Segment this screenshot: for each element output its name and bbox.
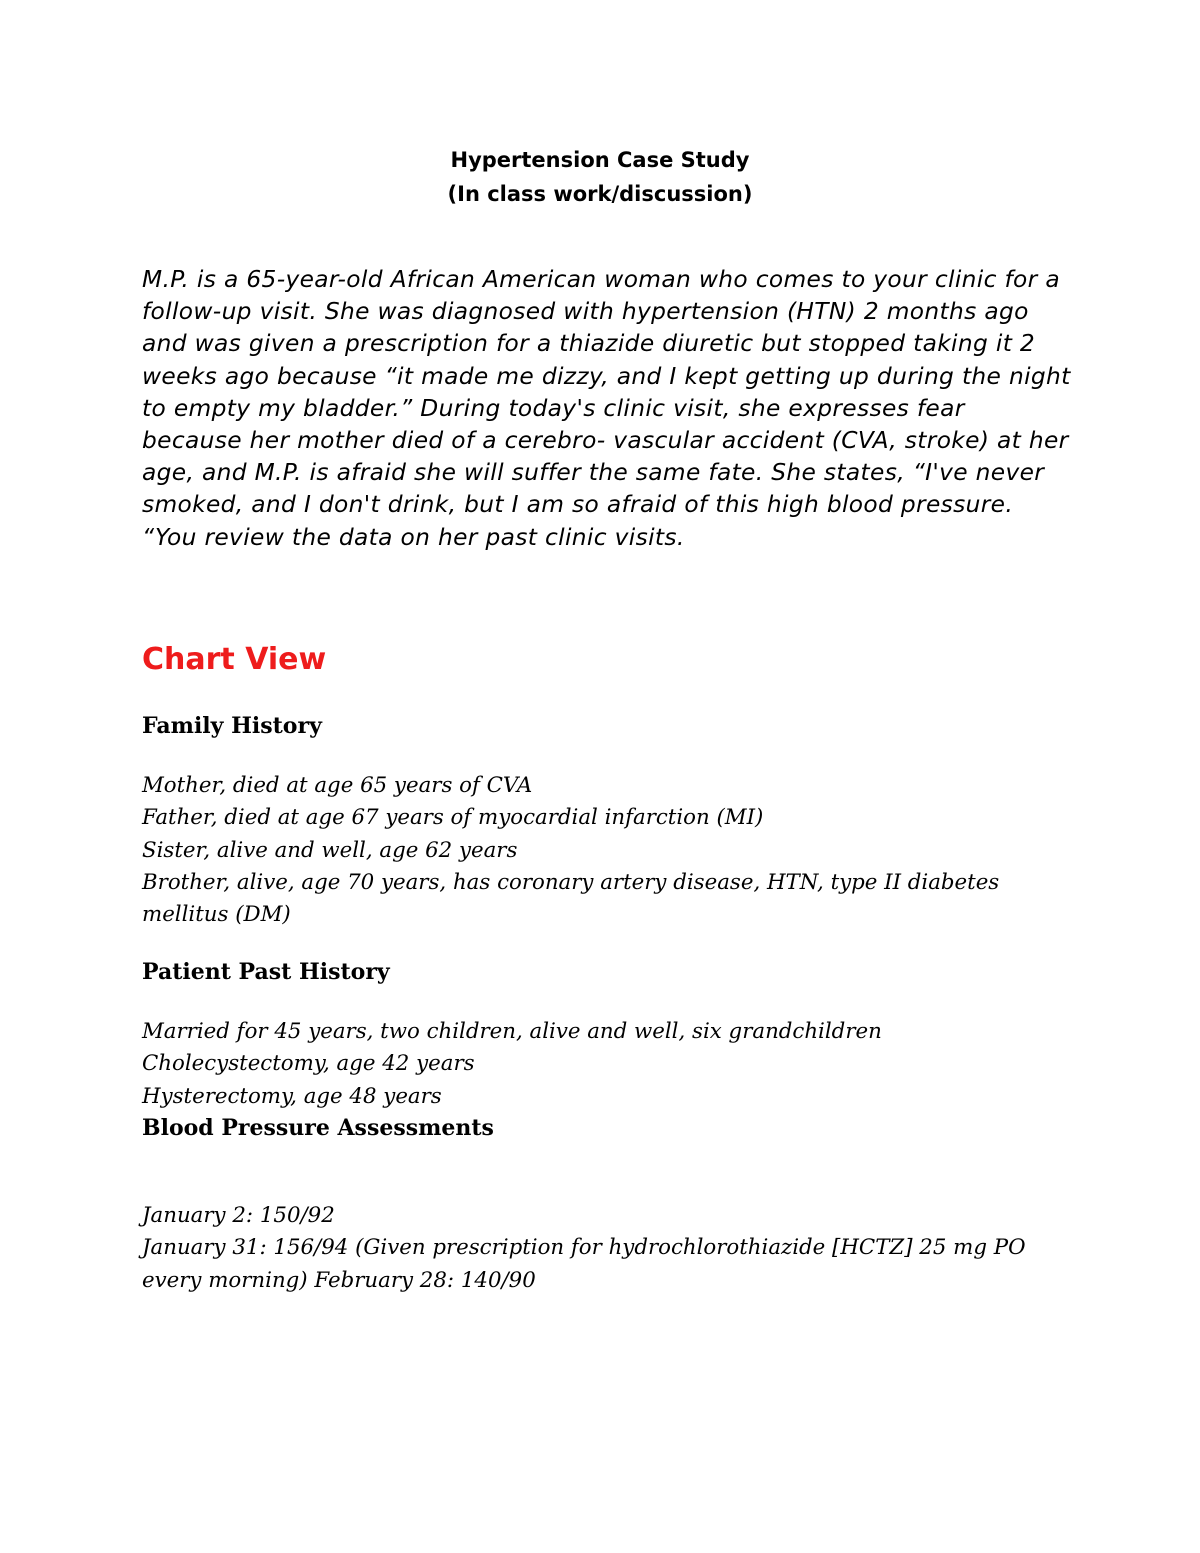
patient-past-history-item: Cholecystectomy, age 42 years: [142, 1051, 475, 1077]
blood-pressure-item: January 31: 156/94 (Given prescription for hydrochlorothiazide [HCTZ] 25 mg PO every morning) February 28: 140/90: [142, 1235, 1026, 1293]
family-history-list: [142, 770, 1052, 931]
blood-pressure-heading: Blood Pressure Assessments: [142, 1115, 494, 1141]
chart-view-heading: Chart View: [142, 642, 327, 677]
document-title: Hypertension Case Study: [450, 148, 750, 172]
case-intro-paragraph: M.P. is a 65-year-old African American woman who comes to your clinic for a follow-up visit. She was diagnosed with hypertension (HTN) 2 months ago and was given a prescription for a thiazide diuretic but stopped taking it 2 weeks ago because “it made me dizzy, and I kept getting up during the night to empty my bladder.” During today's clinic visit, she expresses fear because her mother died of a cerebro- vascular accident (CVA, stroke) at her age, and M.P. is afraid she will suffer the same fate. She states, “I've never smoked, and I don't drink, but I am so afraid of this high blood pressure. “You review the data on her past clinic visits.: [142, 266, 1071, 551]
document-subtitle: (In class work/discussion): [447, 182, 753, 206]
family-history-item: Brother, alive, age 70 years, has coronary artery disease, HTN, type II diabetes mellitus (DM): [142, 869, 1000, 928]
title-block: [0, 143, 1200, 211]
patient-past-history-list: [142, 1016, 1052, 1113]
family-history-item: Mother, died at age 65 years of CVA: [142, 773, 533, 798]
blood-pressure-list: [142, 1200, 1052, 1297]
patient-past-history-item: Married for 45 years, two children, alive and well, six grandchildren: [142, 1019, 882, 1044]
family-history-heading: Family History: [142, 713, 322, 739]
blood-pressure-item: January 2: 150/92: [142, 1203, 335, 1228]
family-history-item: Father, died at age 67 years of myocardial infarction (MI): [142, 805, 764, 831]
patient-past-history-heading: Patient Past History: [142, 959, 390, 985]
patient-past-history-item: Hysterectomy, age 48 years: [142, 1083, 442, 1109]
family-history-item: Sister, alive and well, age 62 years: [142, 837, 518, 863]
